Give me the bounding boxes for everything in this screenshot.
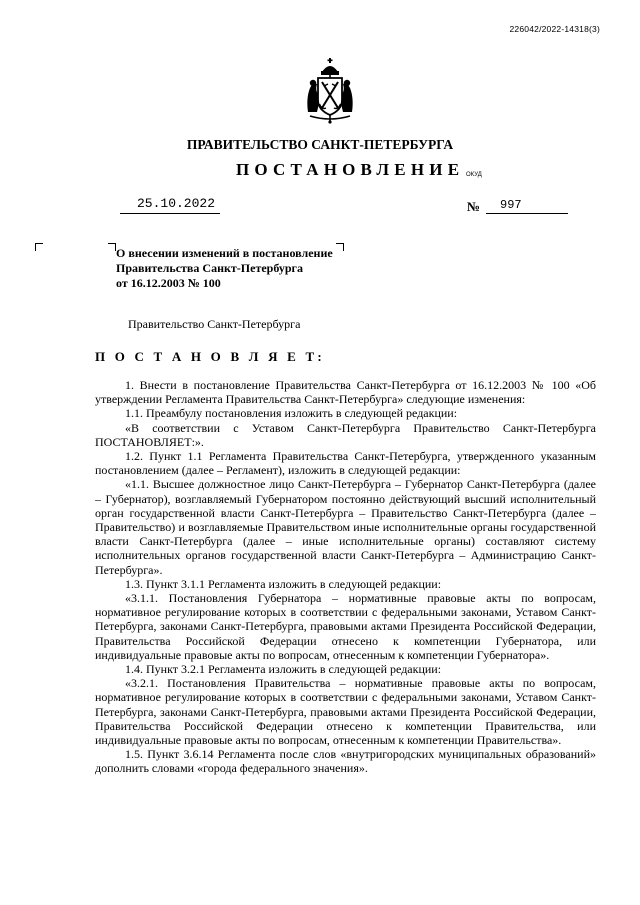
paragraph: 1.5. Пункт 3.6.14 Регламента после слов «внутригородских муниципальных образований» дополнить словами «города федерального значения».	[95, 747, 596, 776]
paragraph: 1.2. Пункт 1.1 Регламента Правительства Санкт-Петербурга, утвержденного указанным постановлением (далее – Регламент), изложить в следующей редакции:	[95, 449, 596, 478]
title-line: О внесении изменений в постановление	[116, 246, 333, 260]
paragraph: 1.3. Пункт 3.1.1 Регламента изложить в следующей редакции:	[125, 576, 442, 591]
paragraph: «1.1. Высшее должностное лицо Санкт-Петербурга – Губернатор Санкт-Петербурга (далее – Губернатор), возглавляемый Губернатором постоянно действующий высший исполнительный орган государственной власти Санкт-Петербурга – Правительство Санкт-Петербурга (далее – Правительство) и возглавляемые Правительством иные исполнительные органы государственной власти Санкт-Петербурга (далее – иные исполнительные органы) составляют систему исполнительных органов государственной власти Санкт-Петербурга – Администрацию Санкт-Петербурга».	[95, 477, 596, 577]
organization-title: ПРАВИТЕЛЬСТВО САНКТ-ПЕТЕРБУРГА	[186, 137, 454, 152]
coat-of-arms-icon	[304, 58, 356, 124]
decree-heading: П О С Т А Н О В Л Я Е Т:	[95, 349, 325, 364]
number-sign: №	[467, 199, 481, 214]
preamble: Правительство Санкт-Петербурга	[128, 317, 301, 331]
document-registration-number: 226042/2022-14318(3)	[509, 24, 600, 34]
corner-mark-title-left	[108, 243, 116, 251]
paragraph: 1. Внести в постановление Правительства Санкт-Петербурга от 16.12.2003 № 100 «Об утверждении Регламента Правительства Санкт-Петербурга» следующие изменения:	[95, 378, 596, 407]
date-underline	[120, 213, 220, 214]
document-date: 25.10.2022	[137, 196, 216, 211]
title-line: Правительства Санкт-Петербурга	[116, 261, 304, 275]
document-body	[95, 378, 596, 776]
corner-mark-top-left	[35, 243, 43, 251]
document-title	[116, 246, 396, 291]
document-number: 997	[500, 198, 522, 212]
document-type-heading: ПОСТАНОВЛЕНИЕ	[236, 160, 465, 179]
paragraph: 1.4. Пункт 3.2.1 Регламента изложить в следующей редакции:	[125, 662, 442, 677]
title-line: от 16.12.2003 № 100	[116, 276, 221, 290]
paragraph: 1.1. Преамбулу постановления изложить в следующей редакции:	[125, 406, 458, 421]
paragraph: «3.1.1. Постановления Губернатора – нормативные правовые акты по вопросам, нормативное регулирование которых в соответствии с федеральными законами, Уставом Санкт-Петербурга, законами Санкт-Петербурга, правовыми актами Президента Российской Федерации, Правительства Российской Федерации отнесено к компетенции Губернатора, или индивидуальные правовые акты по вопросам, отнесенным к компетенции Губернатора».	[95, 591, 596, 662]
number-underline	[486, 213, 568, 214]
paragraph: «3.2.1. Постановления Правительства – нормативные правовые акты по вопросам, нормативное регулирование которых в соответствии с федеральными законами, Уставом Санкт-Петербурга, законами Санкт-Петербурга, правовыми актами Президента Российской Федерации, Правительства Российской Федерации отнесено к компетенции Правительства, или индивидуальные правовые акты по вопросам, отнесенным к компетенции Правительства».	[95, 676, 596, 748]
paragraph: «В соответствии с Уставом Санкт-Петербурга Правительство Санкт-Петербурга ПОСТАНОВЛЯЕТ:».	[95, 420, 596, 449]
okud-label: ОКУД	[466, 172, 482, 178]
